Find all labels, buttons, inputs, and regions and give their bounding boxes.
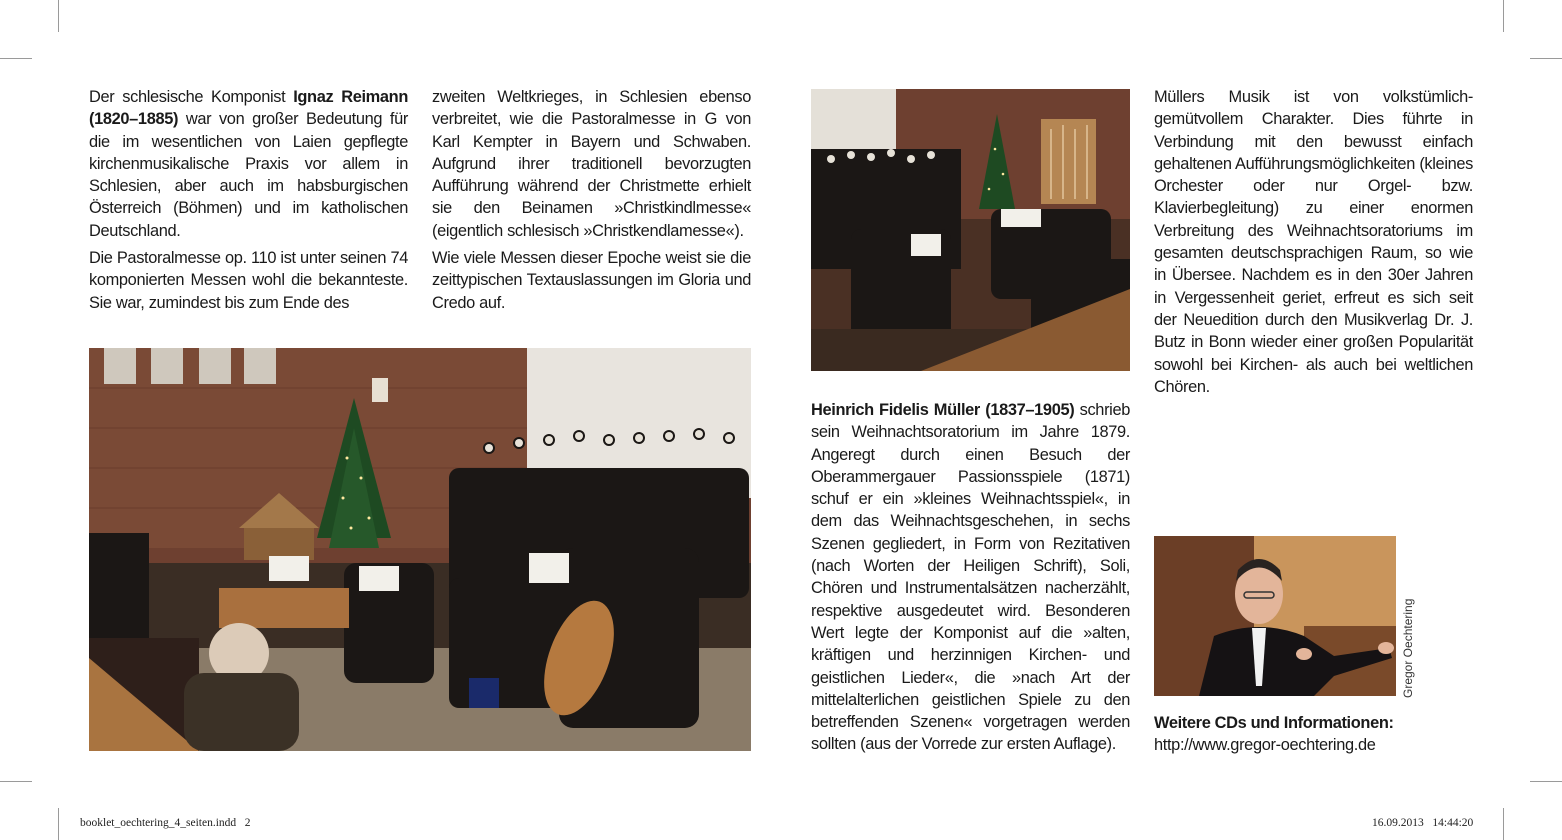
crop-mark-right-upper <box>1530 58 1562 59</box>
conductor-portrait-photo <box>1154 536 1396 696</box>
textauslassungen-paragraph: Wie viele Messen dieser Epoche weist sie die zeittypischen Textauslassungen im Gloria und Credo auf. <box>432 249 751 312</box>
reimann-name: Ignaz Reimann (1820–1885) <box>89 88 408 129</box>
crop-mark-right-lower <box>1530 781 1562 782</box>
weltkrieg-paragraph: zweiten Weltkrieges, in Schlesien ebenso verbreitet, wie die Pastoralmesse in G von Karl Kempter in Bayern und Schwaben. Aufgrund ihrer traditionell bevorzugten Aufführung während der Christmette erhielt sie den Beinamen »Christkindlmesse« (eigentlich schlesisch »Christkendlamesse«). <box>432 88 751 240</box>
footer-timestamp: 16.09.2013 14:44:20 <box>1372 817 1474 829</box>
mueller-name: Heinrich Fidelis Müller (1837–1905) <box>811 401 1075 419</box>
pastoralmesse-paragraph: Die Pastoralmesse op. 110 ist unter seinen 74 komponierten Messen wohl die bekannteste. Sie war, zumindest bis zum Ende des <box>89 249 408 312</box>
muellers-musik-paragraph: Müllers Musik ist von volkstümlich-gemütvollem Charakter. Dies führte in Verbindung mit den bewusst einfach gehaltenen Aufführungsmöglichkeiten (kleines Orchester oder nur Orgel- bzw. Klavierbegleitung) zu einer enormen Verbreitung des Weihnachtsoratoriums im gesamten deutschsprachigen Raum, so wie in Übersee. Nachdem es in den 30er Jahren in Vergessenheit geriet, erfreut es sich seit der Neuedition durch den Musikverlag Dr. J. Butz in Bonn wieder einer großen Popularität sowohl bei Kirchen- als auch bei weltlichen Chören. <box>1154 88 1473 396</box>
crop-mark-bottom-right <box>1503 808 1504 840</box>
crop-mark-top-right <box>1503 0 1504 32</box>
reimann-paragraph: Der schlesische Komponist Ignaz Reimann (1820–1885) war von großer Bedeutung für die im wesentlichen von Laien gepflegte kirchenmusikalische Praxis vor allem in Schlesien, aber auch im habsburgischen Österreich (Böhmen) und im katholischen Deutschland. <box>89 88 408 240</box>
text-column-4 <box>1154 86 1473 403</box>
text-column-2 <box>432 86 751 319</box>
footer-filename: booklet_oechtering_4_seiten.indd 2 <box>80 817 251 829</box>
text-column-1 <box>89 86 408 319</box>
crop-mark-left-lower <box>0 781 32 782</box>
text-column-3 <box>811 399 1130 761</box>
photo-credit: Gregor Oechtering <box>1401 598 1415 698</box>
info-heading: Weitere CDs und Informationen: <box>1154 714 1394 732</box>
info-block <box>1154 712 1454 757</box>
mueller-paragraph: Heinrich Fidelis Müller (1837–1905) schrieb sein Weihnachtsoratorium im Jahre 1879. Angeregt durch einen Besuch der Oberammergauer Passionsspiele (1871) schuf er ein »kleines Weihnachtsspiel«, in dem das Weihnachtsgeschehen, in sechs Szenen gegliedert, in Form von Rezitativen (nach Worten der Heiligen Schrift), Soli, Chören und Instrumentalsätzen nacherzählt, respektive ausgedeutet wird. Besonderen Wert legte der Komponist auf die »alten, kräftigen und herzinnigen Kirchen- und geistlichen Lieder«, die »nach Art der mittelalterlichen geistlichen Spiele zu den betreffenden Szenen« vorgetragen werden sollten (aus der Vorrede zur ersten Auflage). <box>811 401 1131 754</box>
church-concert-photo <box>89 348 751 751</box>
crop-mark-top-left <box>58 0 59 32</box>
website-link[interactable]: http://www.gregor-oechtering.de <box>1154 736 1376 755</box>
crop-mark-left-upper <box>0 58 32 59</box>
concert-choir-photo <box>811 89 1130 371</box>
crop-mark-bottom-left <box>58 808 59 840</box>
